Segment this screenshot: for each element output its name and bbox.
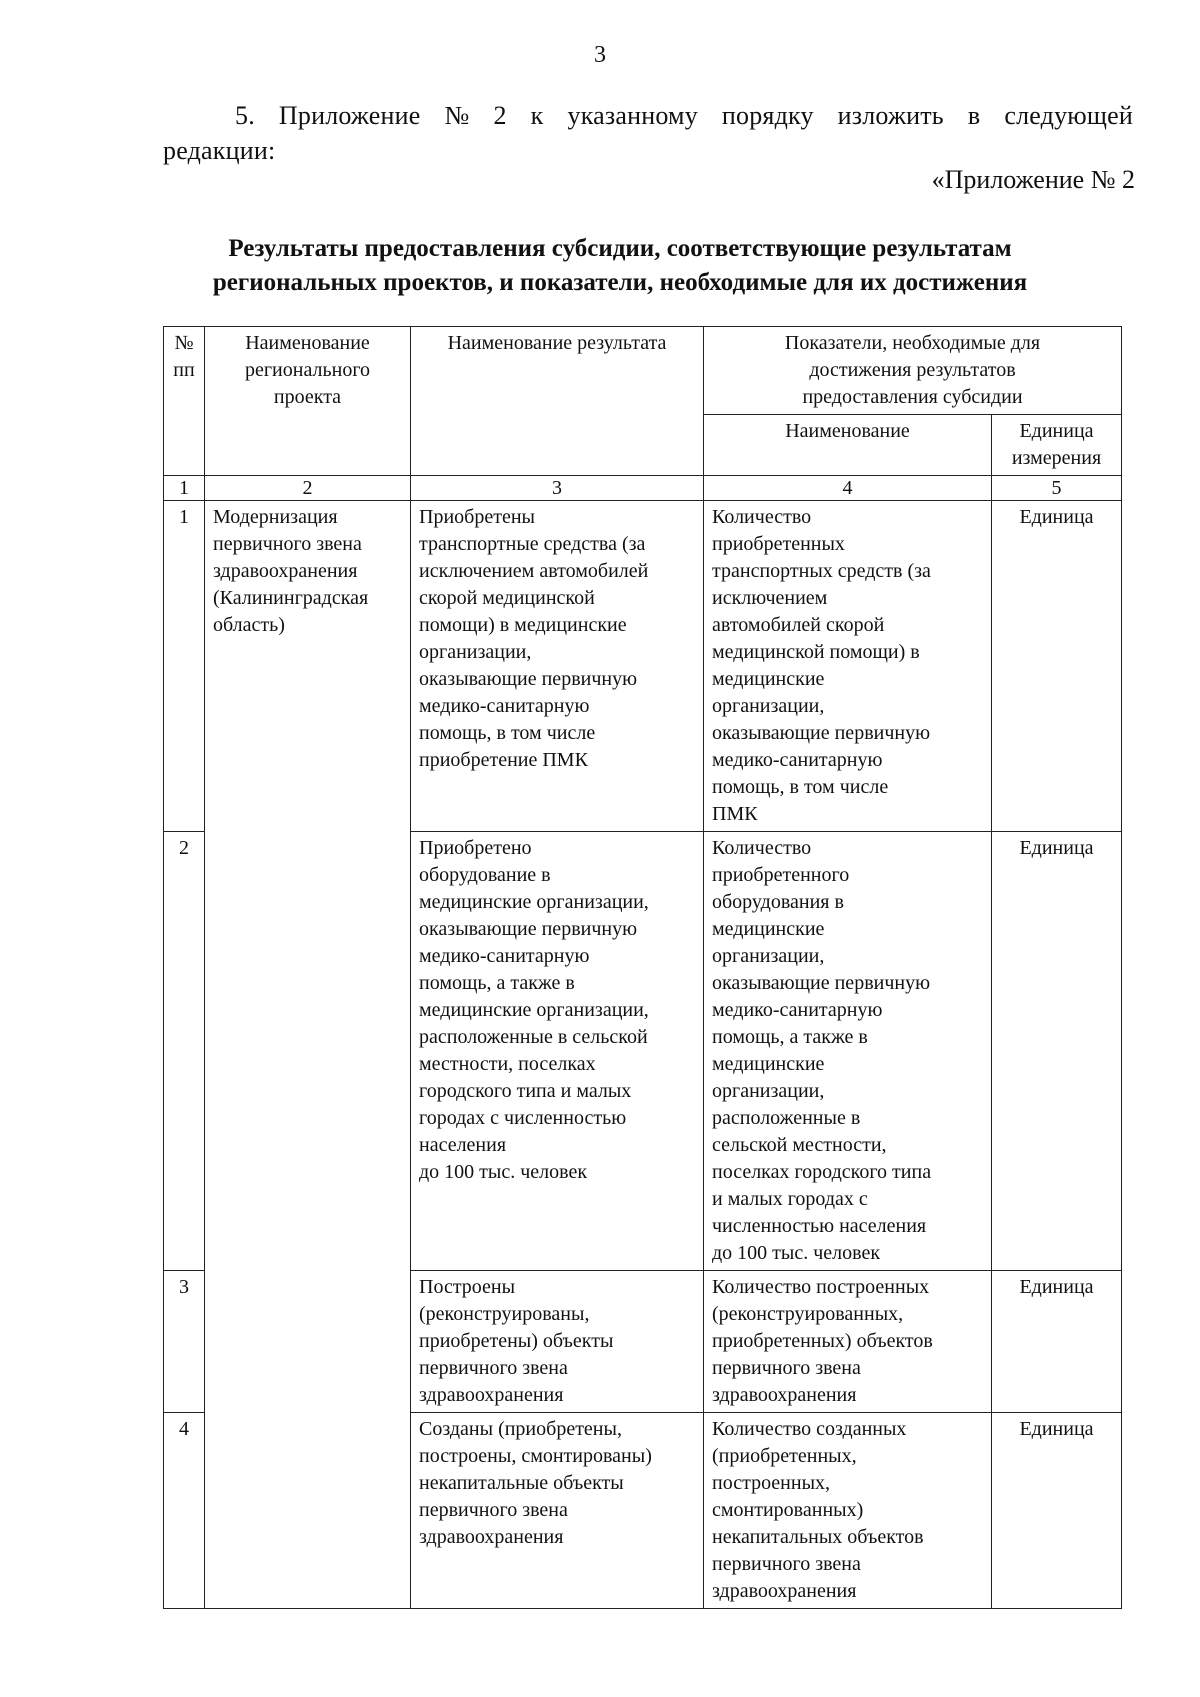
intro-line-1	[163, 98, 1133, 133]
unit-cell: Единица	[992, 832, 1122, 1271]
header-indicator-name: Наименование	[704, 415, 992, 476]
indicator-cell: Количество построенных (реконструированных, приобретенных) объектов первичного звена здравоохранения	[704, 1271, 992, 1413]
intro-word: 2	[493, 101, 507, 130]
table-row	[164, 501, 1122, 832]
header-number: № пп	[164, 327, 205, 476]
header-indicators: Показатели, необходимые для достижения результатов предоставления субсидии	[704, 327, 1122, 415]
indicator-cell: Количество приобретенных транспортных средств (за исключением автомобилей скорой медицинской помощи) в медицинские организации, оказывающие первичную медико-санитарную помощь, в том числе ПМК	[704, 501, 992, 832]
result-cell: Созданы (приобретены, построены, смонтированы) некапитальные объекты первичного звена здравоохранения	[411, 1413, 704, 1609]
result-cell: Приобретено оборудование в медицинские организации, оказывающие первичную медико-санитарную помощь, а также в медицинские организации, расположенные в сельской местности, поселках городского типа и малых городах с численностью населения до 100 тыс. человек	[411, 832, 704, 1271]
column-numbers-row	[164, 476, 1122, 501]
column-number: 2	[205, 476, 411, 501]
indicator-cell: Количество созданных (приобретенных, построенных, смонтированных) некапитальных объектов первичного звена здравоохранения	[704, 1413, 992, 1609]
intro-word: в	[967, 101, 981, 130]
header-unit: Единица измерения	[992, 415, 1122, 476]
project-name-cell: Модернизация первичного звена здравоохранения (Калининградская область)	[205, 501, 411, 1609]
table-header-row	[164, 327, 1122, 415]
document-title: Результаты предоставления субсидии, соответствующие результатам региональных проектов, и показатели, необходимые для их достижения	[212, 235, 1028, 296]
results-table	[163, 326, 1122, 1609]
indicator-cell: Количество приобретенного оборудования в медицинские организации, оказывающие первичную медико-санитарную помощь, а также в медицинские организации, расположенные в сельской местности, поселках городского типа и малых городах с численностью населения до 100 тыс. человек	[704, 832, 992, 1271]
result-cell: Приобретены транспортные средства (за исключением автомобилей скорой медицинской помощи) в медицинские организации, оказывающие первичную медико-санитарную помощь, в том числе приобретение ПМК	[411, 501, 704, 832]
intro-line-2: редакции:	[163, 136, 276, 165]
intro-word: Приложение	[278, 101, 421, 130]
row-number: 3	[164, 1271, 205, 1413]
row-number: 4	[164, 1413, 205, 1609]
intro-word: порядку	[721, 101, 814, 130]
column-number: 5	[992, 476, 1122, 501]
column-number: 3	[411, 476, 704, 501]
unit-cell: Единица	[992, 1271, 1122, 1413]
intro-word: №	[444, 101, 470, 130]
page-number: 3	[594, 42, 606, 68]
intro-word: изложить	[837, 101, 944, 130]
appendix-label: «Приложение № 2	[931, 165, 1135, 194]
row-number: 1	[164, 501, 205, 832]
result-cell: Построены (реконструированы, приобретены) объекты первичного звена здравоохранения	[411, 1271, 704, 1413]
intro-word: указанному	[567, 101, 698, 130]
unit-cell: Единица	[992, 1413, 1122, 1609]
intro-word: 5.	[235, 101, 255, 130]
intro-word: следующей	[1004, 101, 1133, 130]
intro-word: к	[530, 101, 544, 130]
row-number: 2	[164, 832, 205, 1271]
header-project: Наименование регионального проекта	[205, 327, 411, 476]
column-number: 4	[704, 476, 992, 501]
intro-paragraph	[163, 98, 1133, 168]
column-number: 1	[164, 476, 205, 501]
unit-cell: Единица	[992, 501, 1122, 832]
header-result: Наименование результата	[411, 327, 704, 476]
